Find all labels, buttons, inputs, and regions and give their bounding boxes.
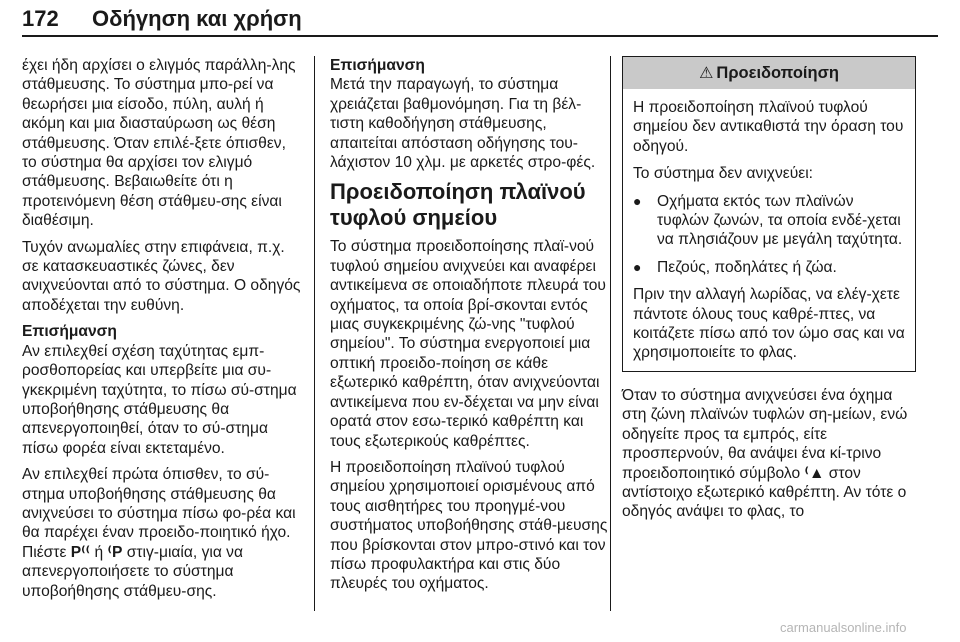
bullet-icon: ● [633,258,642,275]
parking-assist-icon: P⁽⁽ [70,543,91,561]
header-rule [22,35,938,37]
parking-assist-off-icon: ⁽P [107,543,123,561]
warning-header [623,57,915,89]
list-item: ● Οχήματα εκτός των πλαϊνών τυφλών ζωνών, τα οποία ενδέ-χεται να πλησιάζουν με μεγάλη ταχύτητα. [633,192,903,249]
column-3 [622,56,916,529]
paragraph: Μετά την παραγωγή, το σύστημα χρειάζεται βαθμονόμηση. Για τη βέλ-τιστη καθοδήγηση στάθμευσης, απαιτείται απόσταση οδήγησης του-λάχιστον 10 χλμ. με αρκετές στρο-φές. [330,76,596,172]
warning-box [622,56,916,372]
column-divider [314,56,315,611]
bullet-icon: ● [633,192,642,209]
paragraph: Η προειδοποίηση πλαϊνού τυφλού σημείου δεν αντικαθιστά την όραση του οδηγού. [633,99,904,155]
page-header [22,6,938,34]
paragraph: Η προειδοποίηση πλαϊνού τυφλού σημείου χρησιμοποιεί ορισμένους από τους αισθητήρες του προηγμέ-νου συστήματος υποβοήθησης στάθ-μευσης που βρίσκονται στον μπρο-στινό και τον πίσω προφυλακτήρα και στις δύο πλευρές του οχήματος. [330,458,608,593]
section-heading: Προειδοποίηση πλαϊνού τυφλού σημείου [330,179,586,231]
watermark: carmanualsonline.info [780,620,907,635]
paragraph: Πριν την αλλαγή λωρίδας, να ελέγ-χετε πάντοτε όλους τους καθρέ-πτες, να κοιτάζετε πίσω από τον ώμο σας και να χρησιμοποιείτε το φλας. [633,286,905,362]
blind-spot-warning-icon: ⁽▲ [804,464,825,482]
chapter-title: Οδήγηση και χρήση [92,6,302,31]
note-heading: Επισήμανση [22,323,117,341]
warning-triangle-icon: ⚠ [699,65,714,82]
page-number: 172 [22,6,59,31]
note-heading: Επισήμανση [330,57,425,74]
column-1 [22,56,304,608]
paragraph: Το σύστημα προειδοποίησης πλαϊ-νού τυφλού σημείου ανιχνεύει και αναφέρει αντικείμενα σε οποιαδήποτε πλευρά του οχήματος, τα οποία βρί-σκονται εντός μιας συγκεκριμένης ζώ-νης "τυφλού σημείου". Το σύστημα ενεργοποιεί μια οπτική προειδο-ποίηση σε κάθε εξωτερικό καθρέπτη, όταν ανιχνεύονται αντικείμενα που εν-δέχεται να μην είναι ορατά στον εσω-τερικό καθρέπτη και τους εξωτερικούς καθρέπτες. [330,238,606,450]
paragraph: Το σύστημα δεν ανιχνεύει: [633,165,814,183]
warning-title: Προειδοποίηση [716,64,839,82]
paragraph: Τυχόν ανωμαλίες στην επιφάνεια, π.χ. σε κατασκευαστικές ζώνες, δεν ανιχνεύονται από το σύστημα. Ο οδηγός αποδέχεται την ευθύνη. [22,238,301,314]
paragraph: Αν επιλεχθεί πρώτα όπισθεν, το σύ-στημα υποβοήθησης στάθμευσης θα ανιχνεύσει το σύστημα πίσω φο-ρέα και θα παρέχει έναν προειδο-ποιητικό ήχο. Πιέστε P⁽⁽ ή ⁽P στιγ-μιαία, για να απενεργοποιήσετε το σύστημα υποβοήθησης στάθμευ-σης. [22,466,296,600]
paragraph: Αν επιλεχθεί σχέση ταχύτητας εμπ-ροσθοπορείας και υπερβείτε μια συ-γκεκριμένη ταχύτητα, το πίσω σύ-στημα υποβοήθησης στάθμευσης θα απενεργοποιηθεί, όταν το σύ-στημα πίσω φορέα είναι εκτεταμένο. [22,342,297,457]
paragraph: Όταν το σύστημα ανιχνεύσει ένα όχημα στη ζώνη πλαϊνών τυφλών ση-μείων, ενώ οδηγείτε προς τα εμπρός, είτε προσπερνούν, θα ανάψει ένα κί-τρινο προειδοποιητικό σύμβολο ⁽▲ στον αντίστοιχο εξωτερικό καθρέπτη. Αν τότε ο οδηγός ανάψει το φλας, το [622,386,908,521]
column-2 [330,56,614,601]
paragraph: έχει ήδη αρχίσει ο ελιγμός παράλλη-λης στάθμευσης. Το σύστημα μπο-ρεί να θεωρήσει μια είσοδο, πύλη, αυλή ή ακόμη και μια διασταύρωση ως θέση στάθμευσης. Όταν επιλέ-ξετε όπισθεν, το σύστημα θα αρχίσει τον ελιγμό στάθμευσης. Βεβαιωθείτε ότι η προτεινόμενη θέση στάθμευ-σης είναι διαθέσιμη. [22,57,296,230]
warning-body [623,89,915,371]
list-item: ● Πεζούς, ποδηλάτες ή ζώα. [633,258,837,276]
